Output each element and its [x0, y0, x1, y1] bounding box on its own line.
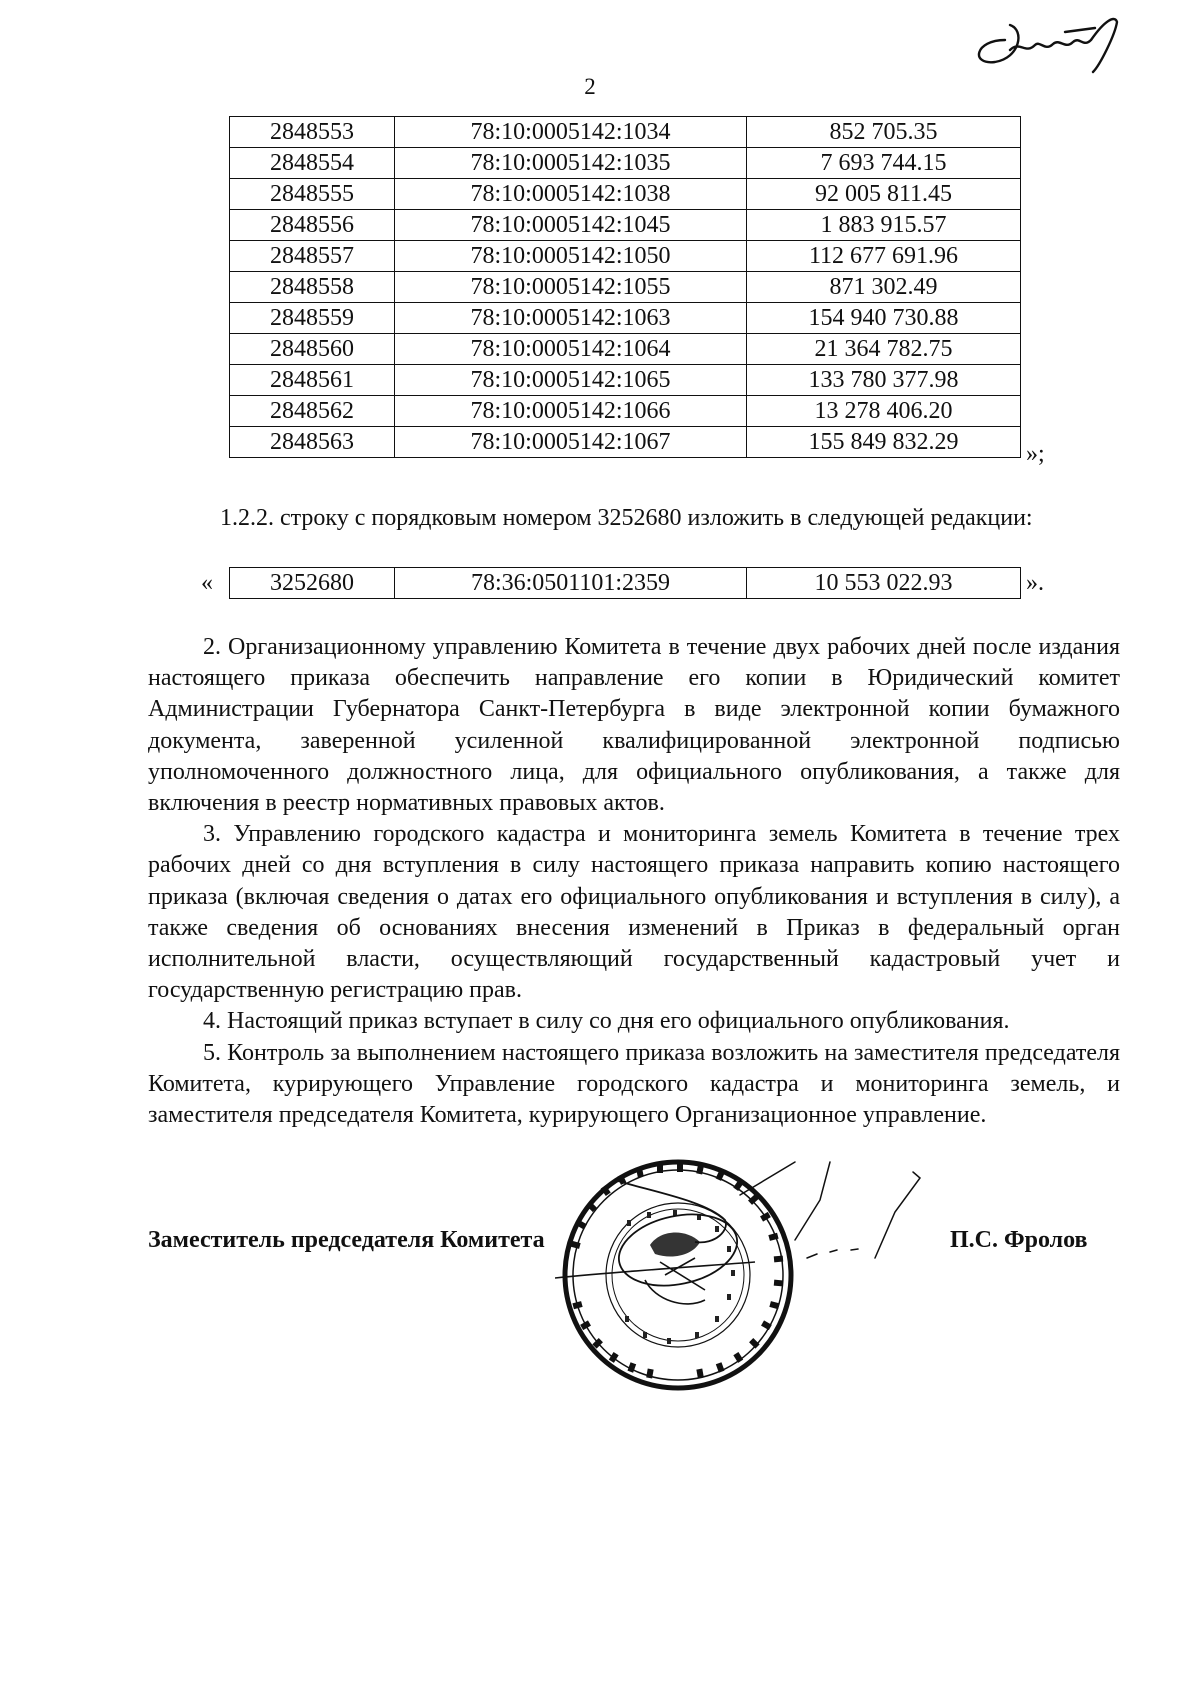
handwritten-initials [965, 10, 1140, 80]
row-number-cell: 2848557 [230, 241, 395, 272]
cadastral-value-cell: 92 005 811.45 [747, 179, 1021, 210]
table-row [230, 365, 1021, 396]
cadastral-number-cell: 78:10:0005142:1045 [395, 210, 747, 241]
table-row [230, 148, 1021, 179]
table-row [230, 241, 1021, 272]
cadastral-value-cell: 852 705.35 [747, 117, 1021, 148]
clause-3: 3. Управлению городского кадастра и мониторинга земель Комитета в течение трех рабочих дней со дня вступления в силу настоящего приказа направить копию настоящего приказа (включая сведения о датах его официального опубликования и вступления в силу), а также сведения об основаниях внесения изменений в Приказ в федеральный орган исполнительной власти, осуществляющий государственный кадастровый учет и государственную регистрацию прав. [148, 821, 1120, 1004]
row-number-cell: 2848555 [230, 179, 395, 210]
table-row [230, 396, 1021, 427]
cadastral-value-cell: 154 940 730.88 [747, 303, 1021, 334]
cadastral-value-cell: 10 553 022.93 [747, 568, 1021, 599]
signatory-title: Заместитель председателя Комитета [148, 1227, 545, 1253]
cadastral-number-cell: 78:10:0005142:1063 [395, 303, 747, 334]
cadastral-value-cell: 112 677 691.96 [747, 241, 1021, 272]
row-close-quote: ». [1026, 570, 1044, 596]
cadastral-value-table [229, 116, 1021, 458]
cadastral-number-cell: 78:10:0005142:1055 [395, 272, 747, 303]
cadastral-number-cell: 78:10:0005142:1065 [395, 365, 747, 396]
row-number-cell: 2848558 [230, 272, 395, 303]
clause-2: 2. Организационному управлению Комитета в течение двух рабочих дней после издания настоящего приказа обеспечить направление его копии в Юридический комитет Администрации Губернатора Санкт-Петербурга в виде электронной копии бумажного документа, заверенной усиленной квалифицированной электронной подписью уполномоченного должностного лица, для официального опубликования, а также для включения в реестр нормативных правовых актов. [148, 634, 1120, 817]
table-row [230, 117, 1021, 148]
cadastral-number-cell: 78:36:0501101:2359 [395, 568, 747, 599]
cadastral-number-cell: 78:10:0005142:1034 [395, 117, 747, 148]
table-row [230, 427, 1021, 458]
cadastral-number-cell: 78:10:0005142:1064 [395, 334, 747, 365]
order-clauses [148, 632, 1120, 1131]
cadastral-value-cell: 155 849 832.29 [747, 427, 1021, 458]
table-row [230, 334, 1021, 365]
cadastral-number-cell: 78:10:0005142:1067 [395, 427, 747, 458]
cadastral-number-cell: 78:10:0005142:1038 [395, 179, 747, 210]
row-number-cell: 2848561 [230, 365, 395, 396]
row-number-cell: 2848553 [230, 117, 395, 148]
clause-4: 4. Настоящий приказ вступает в силу со дня его официального опубликования. [203, 1008, 1010, 1035]
row-number-cell: 2848556 [230, 210, 395, 241]
replacement-row-table [229, 567, 1021, 599]
signatory-name: П.С. Фролов [950, 1227, 1088, 1253]
table-close-quote: »; [1026, 441, 1045, 467]
cadastral-number-cell: 78:10:0005142:1035 [395, 148, 747, 179]
row-number-cell: 2848554 [230, 148, 395, 179]
subclause-1-2-2: 1.2.2. строку с порядковым номером 3252680 изложить в следующей редакции: [220, 505, 1033, 531]
clause-5: 5. Контроль за выполнением настоящего приказа возложить на заместителя председателя Комитета, курирующего Управление городского кадастра и мониторинга земель, и заместителя председателя Комитета, курирующего Организационное управление. [148, 1039, 1120, 1129]
cadastral-number-cell: 78:10:0005142:1066 [395, 396, 747, 427]
cadastral-value-cell: 7 693 744.15 [747, 148, 1021, 179]
cadastral-value-cell: 1 883 915.57 [747, 210, 1021, 241]
row-number-cell: 2848562 [230, 396, 395, 427]
row-number-cell: 2848559 [230, 303, 395, 334]
cadastral-number-cell: 78:10:0005142:1050 [395, 241, 747, 272]
page-number: 2 [584, 74, 596, 99]
cadastral-value-cell: 13 278 406.20 [747, 396, 1021, 427]
table-row [230, 210, 1021, 241]
table-row [230, 303, 1021, 334]
cadastral-value-cell: 21 364 782.75 [747, 334, 1021, 365]
row-open-quote: « [201, 570, 213, 596]
table-row [230, 179, 1021, 210]
cadastral-value-cell: 871 302.49 [747, 272, 1021, 303]
row-number-cell: 2848560 [230, 334, 395, 365]
table-row [230, 272, 1021, 303]
handwritten-signature [555, 1150, 955, 1290]
row-number-cell: 3252680 [230, 568, 395, 599]
cadastral-value-cell: 133 780 377.98 [747, 365, 1021, 396]
table-row [230, 568, 1021, 599]
row-number-cell: 2848563 [230, 427, 395, 458]
